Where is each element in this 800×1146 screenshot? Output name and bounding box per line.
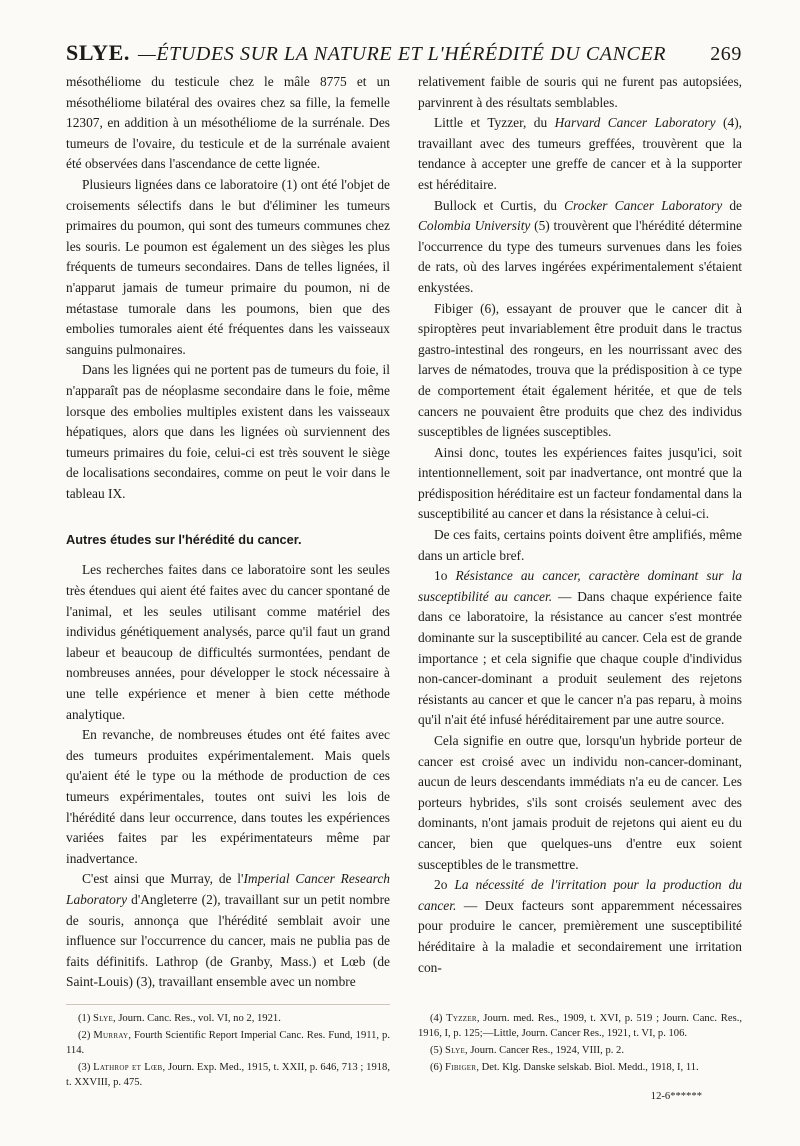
section-heading: Autres études sur l'hérédité du cancer.	[66, 532, 302, 548]
header-author: SLYE.	[66, 40, 130, 65]
footnotes	[66, 1011, 742, 1102]
footnote: (4) Tyzzer, Journ. med. Res., 1909, t. XVI, p. 519 ; Journ. Canc. Res., 1916, I, p. 125;—Little, Journ. Cancer Res., 1921, t. VI, p. 106.	[418, 1012, 742, 1039]
paragraph: 1o Résistance au cancer, caractère dominant sur la susceptibilité au cancer. — Dans chaque expérience faite dans ce laboratoire, la résistance au cancer s'est montrée dominante sur la susceptibilité au cancer. Cela est de grande importance ; et cela signifie que chaque couple d'individus non-cancer-dominant a produit seulement des rejetons résistants au cancer et que le cancer n'a pas reparu, à moins qu'il n'ait été infusé héréditairement par une autre source.	[418, 568, 742, 728]
page	[66, 40, 742, 1130]
paragraph: En revanche, de nombreuses études ont été faites avec des tumeurs produites expérimentalement. Mais quels qu'aient été le type ou la méthode de production de ces tumeurs expérimentales, toutes ont suivi les lois de l'hérédité dans leur occurrence, dans toutes les expériences variées faites par les expérimentateurs même par inadvertance.	[66, 727, 390, 866]
header-title: —ÉTUDES SUR LA NATURE ET L'HÉRÉDITÉ DU CANCER	[137, 43, 667, 65]
footnotes-left	[66, 1011, 390, 1102]
footnote: (6) Fibiger, Det. Klg. Danske selskab. Biol. Medd., 1918, I, 11.	[430, 1061, 699, 1073]
footnote: (1) Slye, Journ. Canc. Res., vol. VI, no 2, 1921.	[78, 1012, 281, 1024]
paragraph: Bullock et Curtis, du Crocker Cancer Laboratory de Colombia University (5) trouvèrent que l'hérédité détermine l'occurrence du type des tumeurs survenues dans les foies de rats, où des larves ingérées expérimentalement s'étaient enkystées.	[418, 197, 742, 295]
paragraph: Dans les lignées qui ne portent pas de tumeurs du foie, il n'apparaît pas de néoplasme secondaire dans le foie, même lorsque des embolies multiples existent dans les vaisseaux hépatiques, alors que dans les lignées où surviennent des tumeurs primaires du foie, celui-ci est très souvent le siège de localisations secondaires, comme on peut le voir dans le tableau IX.	[66, 362, 390, 501]
footnote: (3) Lathrop et Lœb, Journ. Exp. Med., 1915, t. XXII, p. 646, 713 ; 1918, t. XXVIII, p. 475.	[66, 1061, 390, 1088]
paragraph: Cela signifie en outre que, lorsqu'un hybride porteur de cancer est croisé avec un individu non-cancer-dominant, aucun de leurs descendants immédiats n'a eu de cancer. Les porteurs hybrides, s'ils sont croisés seulement avec des dominants, n'ont jamais produit de rejetons qui aient eu du cancer, bien que quelques-uns d'entre eux soient susceptibles de le transmettre.	[418, 733, 742, 872]
paragraph: Les recherches faites dans ce laboratoire sont les seules très étendues qui aient été faites avec du cancer spontané de l'animal, et les seules utilisant comme matériel des individus génétiquement analysés, parce qu'il faut un grand labeur et beaucoup de difficultés surmontées, pendant de nombreuses années, pour développer le stock nécessaire à une telle expérience et mener à bien cette méthode analytique.	[66, 562, 390, 722]
paragraph: mésothéliome du testicule chez le mâle 8775 et un mésothéliome bilatéral des ovaires chez sa fille, la femelle 12307, en addition à un mésothéliome de la surrénale. Des tumeurs de l'ovaire, du testicule et de la surrénale avaient été observées dans l'ascendance de cette lignée.	[66, 74, 390, 172]
printer-signature: 12-6******	[650, 1090, 702, 1102]
footnotes-right	[418, 1011, 742, 1102]
paragraph: 2o La nécessité de l'irritation pour la production du cancer. — Deux facteurs sont apparemment nécessaires pour produire le cancer, premièrement une susceptibilité héréditaire à la maladie et secondairement une irritation con-	[418, 877, 742, 975]
footnote: (2) Murray, Fourth Scientific Report Imperial Canc. Res. Fund, 1911, p. 114.	[66, 1029, 390, 1056]
right-column	[418, 72, 742, 993]
paragraph: C'est ainsi que Murray, de l'Imperial Cancer Research Laboratory d'Angleterre (2), travaillant sur un petit nombre de souris, annonça que l'hérédité semblait avoir une influence sur l'occurrence du cancer, mais ne publia pas de faits définitifs. Lathrop (de Granby, Mass.) et Lœb (de Saint-Louis) (3), travaillant ensemble avec un nombre	[66, 871, 390, 990]
paragraph: Fibiger (6), essayant de prouver que le cancer dit à spiroptères peut invariablement être produit dans le tractus gastro-intestinal des rongeurs, en les nourrissant avec des larves de nématodes, trouva que la prédisposition à ce type de comportement était également héritée, et que de tels cancers ne pouvaient être produits que chez des individus susceptibles de lignées susceptibles.	[418, 300, 742, 440]
footnote: (5) Slye, Journ. Cancer Res., 1924, VIII, p. 2.	[430, 1044, 624, 1056]
paragraph: relativement faible de souris qui ne furent pas autopsiées, parvinrent à des résultats semblables.	[418, 74, 742, 110]
left-column	[66, 72, 390, 993]
page-number: 269	[710, 43, 742, 65]
running-header	[66, 40, 742, 70]
footnote-rule	[66, 1004, 390, 1005]
paragraph: Plusieurs lignées dans ce laboratoire (1) ont été l'objet de croisements sélectifs dans le but d'éliminer les tumeurs primaires du poumon, qui sont des tumeurs communes chez les souris. Le poumon est également un des sièges les plus fréquents de tumeurs secondaires. Dans de telles lignées, il n'apparut jamais de tumeur primaire du poumon, ni de métastase tumorale dans les poumons, bien que des embolies tumorales aient été fréquentes dans les vaisseaux sanguins pulmonaires.	[66, 176, 390, 357]
paragraph: Little et Tyzzer, du Harvard Cancer Laboratory (4), travaillant avec des tumeurs greffées, trouvèrent que la tendance à accepter une greffe de cancer et à la supporter est héréditaire.	[418, 115, 743, 192]
paragraph: Ainsi donc, toutes les expériences faites jusqu'ici, soit intentionnellement, soit par inadvertance, ont montré que la prédisposition héréditaire est un facteur fondamental dans la susceptibilité au cancer et dans la résistance à celui-ci.	[418, 444, 742, 522]
body-columns	[66, 72, 742, 993]
paragraph: De ces faits, certains points doivent être amplifiés, même dans un article bref.	[418, 527, 742, 563]
